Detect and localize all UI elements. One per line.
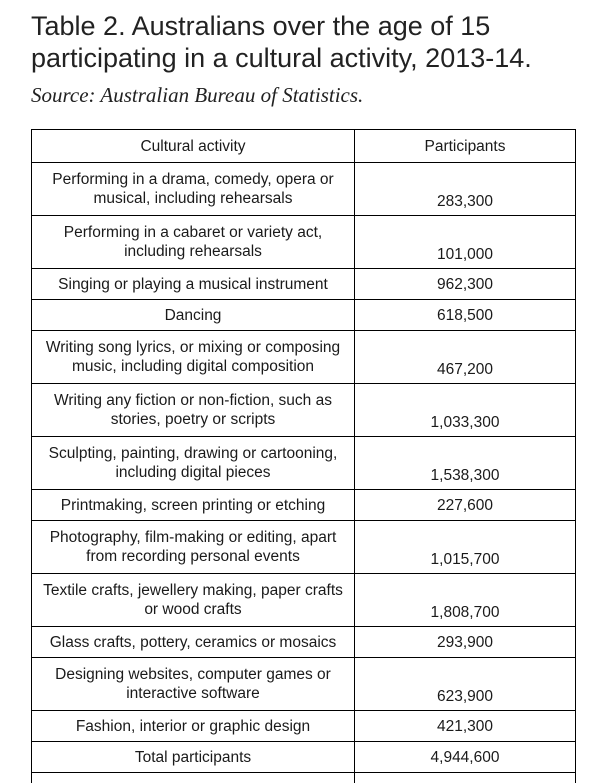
participants-cell: 1,033,300 xyxy=(355,384,576,437)
table-row xyxy=(32,574,576,627)
table-row xyxy=(32,711,576,742)
activity-cell: Glass crafts, pottery, ceramics or mosaics xyxy=(32,627,355,658)
table-row xyxy=(32,658,576,711)
activity-cell: Performing in a cabaret or variety act, including rehearsals xyxy=(32,216,355,269)
participants-cell: 1,015,700 xyxy=(355,521,576,574)
participants-cell: 1,808,700 xyxy=(355,574,576,627)
trailing-cell xyxy=(32,773,355,783)
activity-cell: Performing in a drama, comedy, opera or musical, including rehearsals xyxy=(32,163,355,216)
column-header-participants: Participants xyxy=(355,130,576,163)
table-source: Source: Australian Bureau of Statistics. xyxy=(31,82,363,108)
activity-cell: Writing song lyrics, or mixing or composing music, including digital composition xyxy=(32,331,355,384)
participants-cell: 101,000 xyxy=(355,216,576,269)
table-trailing-row xyxy=(32,773,576,783)
table-row xyxy=(32,269,576,300)
table-title: Table 2. Australians over the age of 15 participating in a cultural activity, 2013-14. xyxy=(31,10,591,74)
activity-cell: Printmaking, screen printing or etching xyxy=(32,490,355,521)
table-header-row xyxy=(32,130,576,163)
participants-cell: 421,300 xyxy=(355,711,576,742)
activity-cell: Dancing xyxy=(32,300,355,331)
participation-table xyxy=(31,129,576,783)
activity-cell: Sculpting, painting, drawing or cartooning, including digital pieces xyxy=(32,437,355,490)
table-row xyxy=(32,300,576,331)
total-label-cell: Total participants xyxy=(32,742,355,773)
participants-cell: 283,300 xyxy=(355,163,576,216)
table-row xyxy=(32,521,576,574)
table-row xyxy=(32,331,576,384)
column-header-activity: Cultural activity xyxy=(32,130,355,163)
table-row xyxy=(32,384,576,437)
participants-cell: 623,900 xyxy=(355,658,576,711)
trailing-cell xyxy=(355,773,576,783)
activity-cell: Textile crafts, jewellery making, paper crafts or wood crafts xyxy=(32,574,355,627)
table-row xyxy=(32,216,576,269)
total-value-cell: 4,944,600 xyxy=(355,742,576,773)
activity-cell: Writing any fiction or non-fiction, such as stories, poetry or scripts xyxy=(32,384,355,437)
table-row xyxy=(32,163,576,216)
participants-cell: 618,500 xyxy=(355,300,576,331)
activity-cell: Designing websites, computer games or interactive software xyxy=(32,658,355,711)
participants-cell: 467,200 xyxy=(355,331,576,384)
table-total-row xyxy=(32,742,576,773)
participants-cell: 227,600 xyxy=(355,490,576,521)
participants-cell: 1,538,300 xyxy=(355,437,576,490)
participants-cell: 293,900 xyxy=(355,627,576,658)
activity-cell: Singing or playing a musical instrument xyxy=(32,269,355,300)
participants-cell: 962,300 xyxy=(355,269,576,300)
activity-cell: Fashion, interior or graphic design xyxy=(32,711,355,742)
table-row xyxy=(32,437,576,490)
activity-cell: Photography, film-making or editing, apart from recording personal events xyxy=(32,521,355,574)
table-row xyxy=(32,490,576,521)
table-row xyxy=(32,627,576,658)
